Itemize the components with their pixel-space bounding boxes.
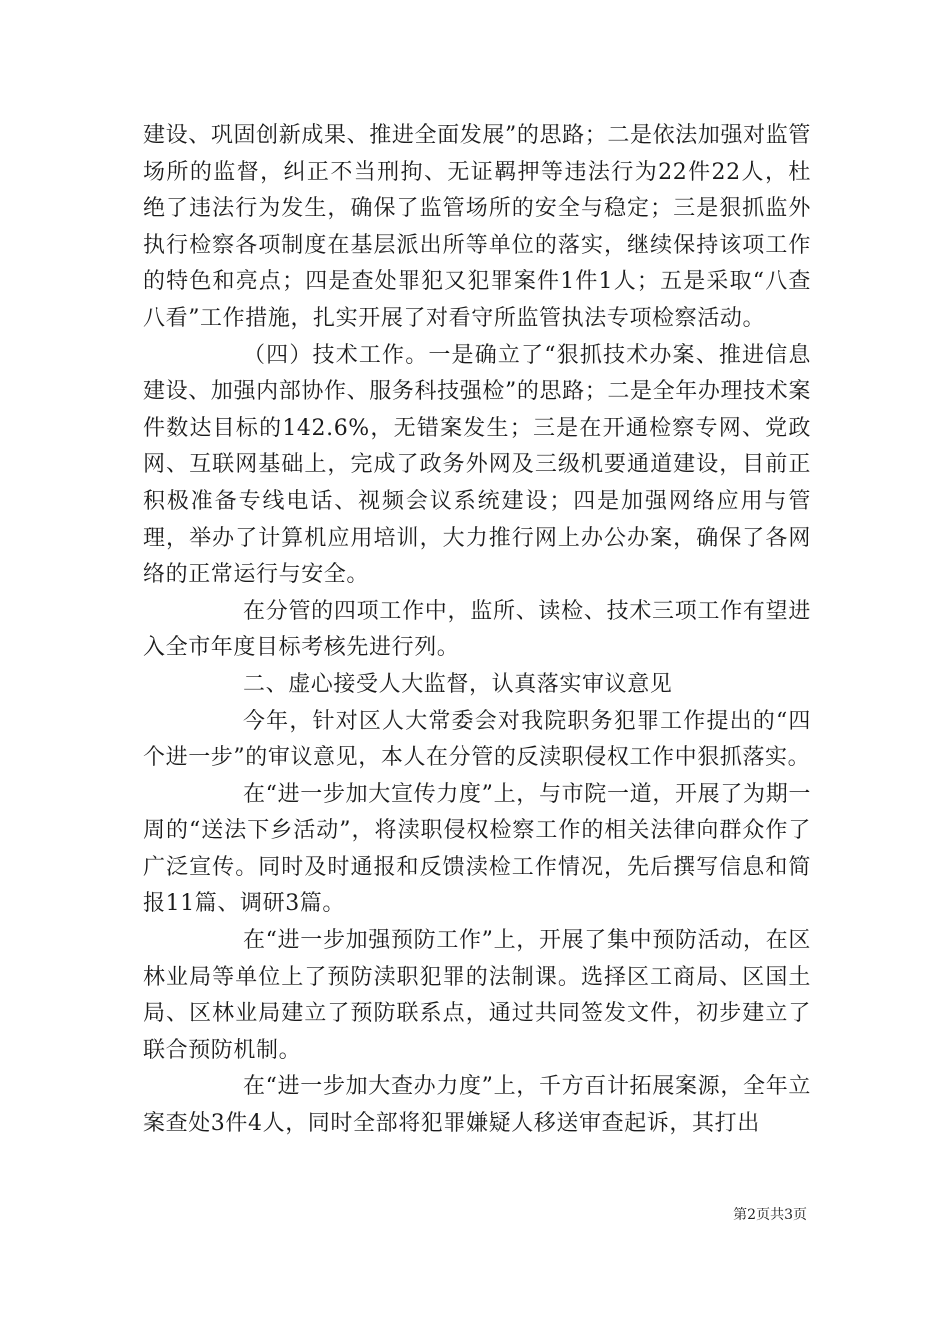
paragraph-review-opinions: 今年，针对区人大常委会对我院职务犯罪工作提出的“四个进一步”的审议意见，本人在分管的反渎职侵权工作中狠抓落实。 <box>143 708 811 771</box>
paragraph-publicity: 在“进一步加大宣传力度”上，与市院一道，开展了为期一周的“送法下乡活动”，将渎职侵权检察工作的相关法律向群众作了广泛宣传。同时及时通报和反馈渎检工作情况，先后撰写信息和简报11篇、调研3篇。 <box>143 781 811 917</box>
paragraph-supervision-continued: 建设、巩固创新成果、推进全面发展”的思路；二是依法加强对监管场所的监督，纠正不当刑拘、无证羁押等违法行为22件22人，杜绝了违法行为发生，确保了监管场所的安全与稳定；三是狠抓监外执行检察各项制度在基层派出所等单位的落实，继续保持该项工作的特色和亮点；四是查处罪犯又犯罪案件1件1人；五是采取“八查八看”工作措施，扎实开展了对看守所监管执法专项检察活动。 <box>143 123 811 331</box>
section-heading-two: 二、虚心接受人大监督，认真落实审议意见 <box>243 671 673 697</box>
paragraph-investigation: 在“进一步加大查办力度”上，千方百计拓展案源，全年立案查处3件4人，同时全部将犯罪嫌疑人移送审查起诉，其打出 <box>143 1074 811 1137</box>
document-body <box>143 118 811 1143</box>
paragraph-summary: 在分管的四项工作中，监所、读检、技术三项工作有望进入全市年度目标考核先进行列。 <box>143 598 811 661</box>
page-number-footer: 第2页共3页 <box>733 1207 807 1223</box>
paragraph-technical-work: （四）技术工作。一是确立了“狠抓技术办案、推进信息建设、加强内部协作、服务科技强检”的思路；二是全年办理技术案件数达目标的142.6%，无错案发生；三是在开通检察专网、党政网、互联网基础上，完成了政务外网及三级机要通道建设，目前正积极准备专线电话、视频会议系统建设；四是加强网络应用与管理，举办了计算机应用培训，大力推行网上办公办案，确保了各网络的正常运行与安全。 <box>143 342 811 588</box>
paragraph-prevention: 在“进一步加强预防工作”上，开展了集中预防活动，在区林业局等单位上了预防渎职犯罪的法制课。选择区工商局、区国土局、区林业局建立了预防联系点，通过共同签发文件，初步建立了联合预防机制。 <box>143 928 811 1063</box>
